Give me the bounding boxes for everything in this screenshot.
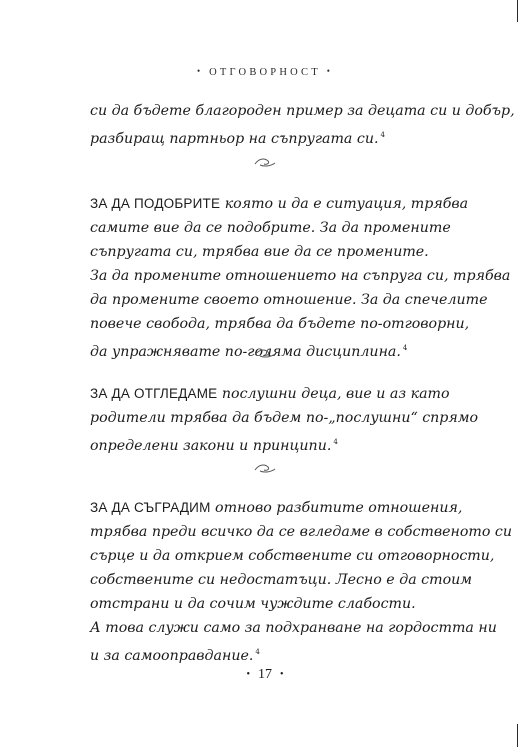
text-line: си да бъдете благороден пример за децата си и добър, [90,103,515,119]
text-line: ЗА ДА ОТГЛЕДАМЕ послушни деца, вие и аз като [90,386,450,402]
bullet-icon: • [196,66,204,76]
page-number-value: 17 [258,667,272,682]
crop-mark-top [517,0,518,22]
paragraph-continuation [90,99,515,147]
text-line: повече свобода, трябва да бъдете по-отговорни, [90,316,470,332]
bullet-icon: • [246,669,250,680]
bullet-icon: • [280,669,284,680]
footnote-marker: 4 [255,648,260,656]
text-line: А това служи само за подхранване на гордостта ни [90,620,497,636]
bullet-icon: • [326,66,334,76]
footnote-marker: 4 [333,438,338,446]
text-line: да промените своето отношение. За да спечелите [90,292,488,308]
text-line: отстрани и да сочим чуждите слабости. [90,596,416,612]
text-line: определени закони и принципи. $^4$ [90,438,338,454]
footnote-marker: 4 [402,344,408,352]
text-line: сърце и да открием собствените си отговорности, [90,548,495,564]
text-line: и за самооправдание. $^4$ [90,648,260,664]
lead-in-caps: ЗА ДА ОТГЛЕДАМЕ [90,386,218,401]
text-line: За да промените отношението на съпруга си, трябва [90,268,511,284]
text-line: собствените си недостатъци. Лесно е да стоим [90,572,473,588]
text-line: разбиращ партньор на съпругата си. $^4$ [90,131,385,147]
page-number [0,667,530,683]
text-line: трябва преди всичко да се вгледаме в собственото си [90,524,512,540]
running-head-title: ОТГОВОРНОСТ [209,67,321,78]
text-line: съпругата си, трябва вие да се промените. [90,244,429,260]
fleuron-ornament-icon [252,347,278,359]
paragraph-raise-children [90,382,479,454]
paragraph-rebuild [90,496,512,664]
paragraph-improve [90,192,511,360]
footnote-marker: 4 [380,131,385,139]
lead-in-caps: ЗА ДА СЪГРАДИМ [90,500,211,515]
crop-mark-bottom [517,724,518,747]
text-line: ЗА ДА СЪГРАДИМ отново разбитите отношения, [90,500,463,516]
running-head [0,66,530,78]
fleuron-ornament-icon [252,462,278,474]
fleuron-ornament-icon [252,156,278,168]
text-line: да упражнявате по-голяма дисциплина. $^4$ [90,344,408,360]
text-line: самите вие да се подобрите. За да промените [90,220,451,236]
text-line: ЗА ДА ПОДОБРИТЕ която и да е ситуация, трябва [90,196,469,212]
text-line: родители трябва да бъдем по-„послушни“ спрямо [90,410,479,426]
lead-in-caps: ЗА ДА ПОДОБРИТЕ [90,196,221,211]
